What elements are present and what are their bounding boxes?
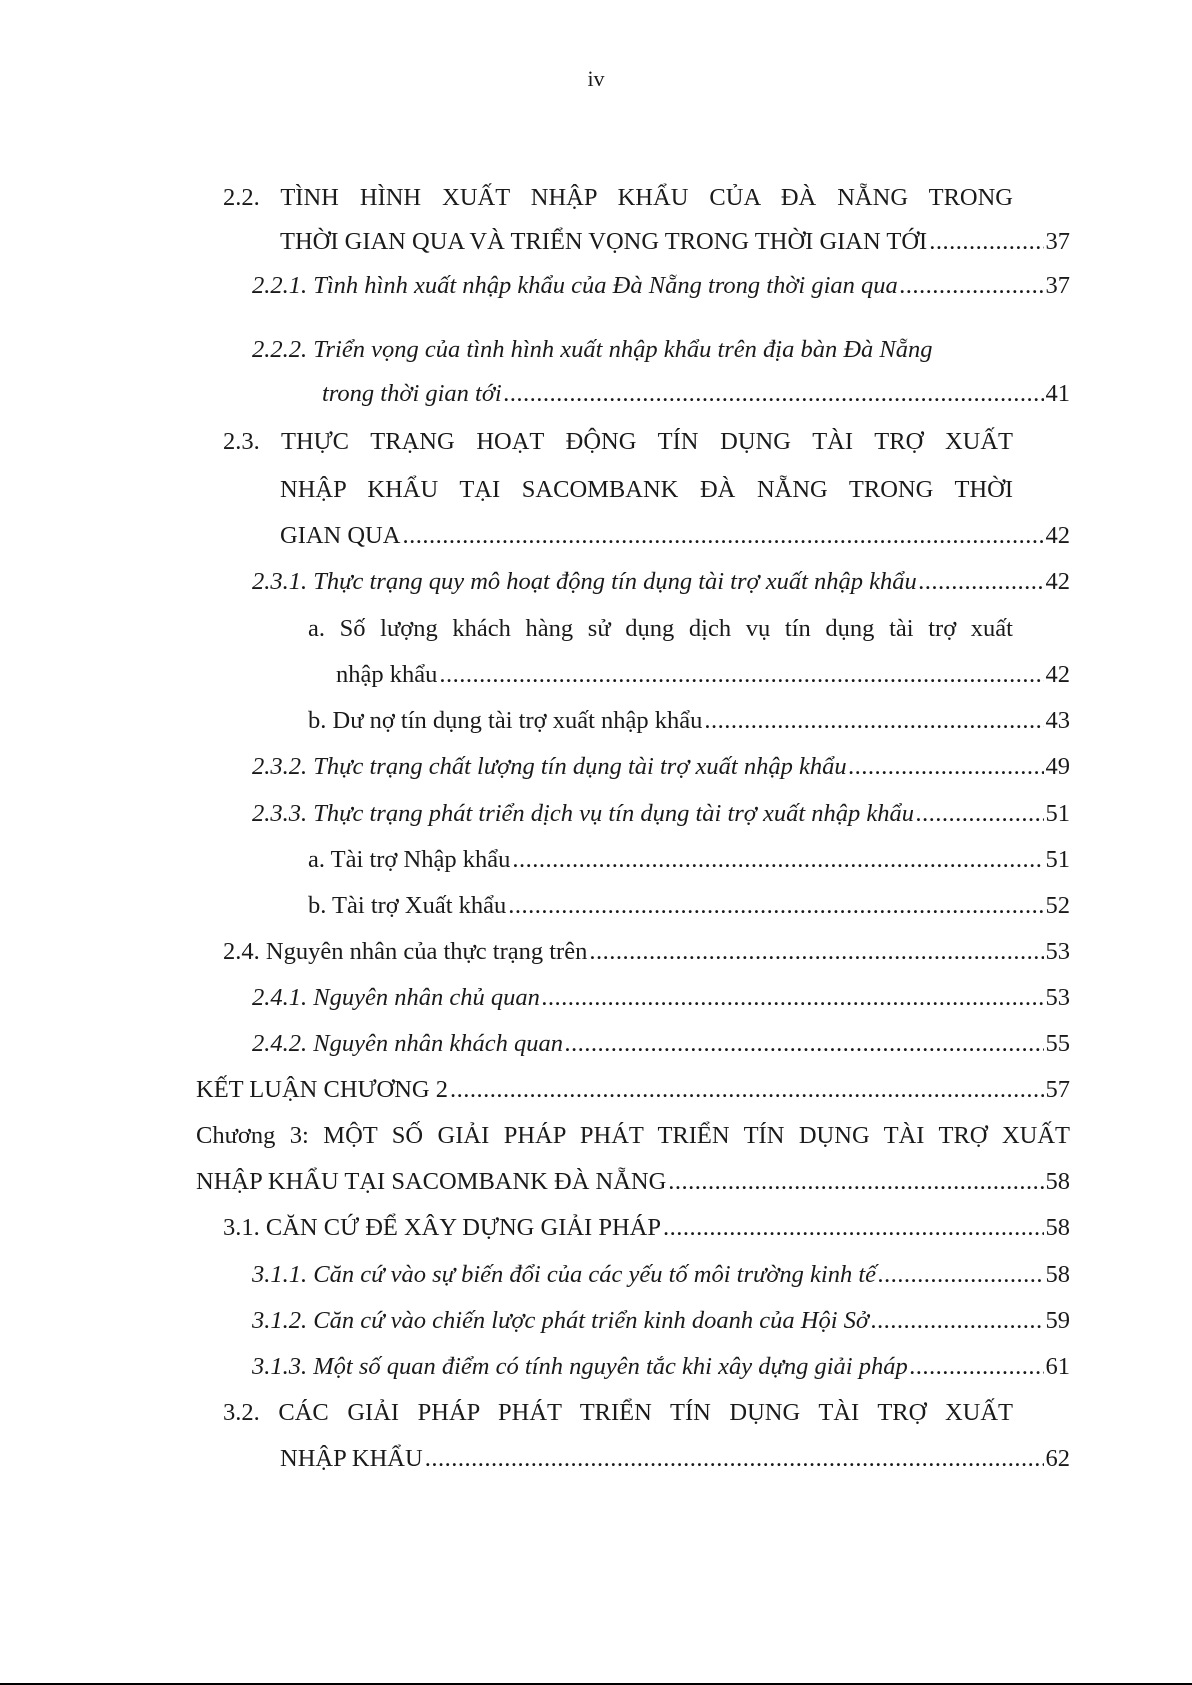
toc-page-number: 37 [1045,272,1070,299]
toc-entry-text: 3.1.2. Căn cứ vào chiến lược phát triển kinh doanh của Hội Sở [252,1307,869,1334]
toc-entry[interactable] [252,1305,1070,1337]
toc-entry-text: NHẬP KHẨU [280,1445,423,1472]
toc-page-number: 61 [1045,1353,1070,1380]
toc-entry-text: Chương 3: MỘT SỐ GIẢI PHÁP PHÁT TRIỂN TÍN DỤNG TÀI TRỢ XUẤT [196,1122,1070,1149]
toc-page-number: 42 [1045,568,1070,595]
toc-entry[interactable] [252,270,1070,302]
toc-entry-text: 2.4. Nguyên nhân của thực trạng trên [223,938,588,965]
dot-leader [589,936,1043,968]
toc-entry-text: b. Tài trợ Xuất khẩu [308,892,507,919]
toc-entry-text: 2.3.1. Thực trạng quy mô hoạt động tín dụng tài trợ xuất nhập khẩu [252,568,917,595]
toc-entry[interactable] [252,566,1070,598]
toc-entry-text: NHẬP KHẨU TẠI SACOMBANK ĐÀ NẴNG TRONG THỜI [280,476,1013,503]
dot-leader [916,798,1043,830]
dot-leader [450,1074,1044,1106]
toc-entry[interactable] [308,705,1070,737]
page-number: iv [587,66,605,91]
toc-entry[interactable] [252,982,1070,1014]
dot-leader [512,844,1043,876]
toc-entry-text: a. Tài trợ Nhập khẩu [308,846,511,873]
dot-leader [878,1259,1043,1291]
toc-entry-text: a. Số lượng khách hàng sử dụng dịch vụ tín dụng tài trợ xuất [308,615,1013,642]
toc-entry[interactable] [308,844,1070,876]
toc-page-number: 58 [1045,1214,1070,1241]
toc-entry[interactable] [196,1074,1070,1106]
toc-entry-text: 2.4.2. Nguyên nhân khách quan [252,1030,563,1057]
toc-page-number: 51 [1045,800,1070,827]
toc-entry-text: KẾT LUẬN CHƯƠNG 2 [196,1076,448,1103]
toc-page-number: 62 [1045,1445,1070,1472]
toc-page-number: 51 [1045,846,1070,873]
dot-leader [663,1212,1044,1244]
dot-leader [565,1028,1044,1060]
dot-leader [900,270,1044,302]
toc-entry-text: 3.1.3. Một số quan điểm có tính nguyên tắc khi xây dựng giải pháp [252,1353,908,1380]
toc-page-number: 53 [1045,984,1070,1011]
toc-entry[interactable] [252,1259,1070,1291]
toc-page-number: 53 [1045,938,1070,965]
dot-leader [542,982,1044,1014]
toc-entry[interactable] [252,1351,1070,1383]
dot-leader [425,1443,1044,1475]
dot-leader [668,1166,1043,1198]
toc-page-number: 59 [1045,1307,1070,1334]
dot-leader [849,751,1044,783]
toc-entry-text: 2.4.1. Nguyên nhân chủ quan [252,984,540,1011]
toc-entry-text: THỜI GIAN QUA VÀ TRIỂN VỌNG TRONG THỜI GIAN TỚI [280,228,928,255]
toc-entry[interactable] [280,226,1070,258]
toc-page-number: 49 [1045,753,1070,780]
toc-entry[interactable] [280,1443,1070,1475]
dot-leader [704,705,1043,737]
toc-page-number: 57 [1045,1076,1070,1103]
toc-entry-text: 2.2. TÌNH HÌNH XUẤT NHẬP KHẨU CỦA ĐÀ NẴNG TRONG [223,184,1013,211]
toc-entry[interactable] [336,659,1070,691]
toc-entry-text: 3.1.1. Căn cứ vào sự biến đổi của các yếu tố môi trường kinh tế [252,1261,877,1288]
toc-entry-text: 3.1. CĂN CỨ ĐỂ XÂY DỰNG GIẢI PHÁP [223,1214,661,1241]
toc-page-number: 43 [1045,707,1070,734]
toc-entry[interactable] [252,751,1070,783]
toc-entry [196,1120,1070,1152]
dot-leader [504,378,1044,410]
toc-entry[interactable] [280,520,1070,552]
toc-entry-text: nhập khẩu [336,661,438,688]
toc-entry [280,474,1013,506]
dot-leader [910,1351,1044,1383]
toc-entry[interactable] [223,1212,1070,1244]
toc-page-number: 41 [1045,380,1070,407]
toc-page-number: 55 [1045,1030,1070,1057]
toc-entry [223,182,1013,214]
dot-leader [929,226,1043,258]
toc-entry [223,1397,1013,1429]
toc-entry-text: trong thời gian tới [322,380,502,407]
toc-entry-text: 3.2. CÁC GIẢI PHÁP PHÁT TRIỂN TÍN DỤNG TÀI TRỢ XUẤT [223,1399,1013,1426]
dot-leader [871,1305,1044,1337]
toc-entry[interactable] [308,890,1070,922]
toc-entry [252,334,1042,366]
toc-entry[interactable] [252,1028,1070,1060]
toc-entry[interactable] [223,936,1070,968]
toc-entry-text: 2.3.3. Thực trạng phát triển dịch vụ tín dụng tài trợ xuất nhập khẩu [252,800,915,827]
toc-entry[interactable] [322,378,1070,410]
toc-entry[interactable] [196,1166,1070,1198]
toc-page-number: 58 [1045,1261,1070,1288]
toc-entry[interactable] [252,798,1070,830]
toc-entry [308,613,1013,645]
toc-entry-text: 2.3. THỰC TRẠNG HOẠT ĐỘNG TÍN DỤNG TÀI TRỢ XUẤT [223,428,1013,455]
dot-leader [402,520,1043,552]
toc-page-number: 37 [1045,228,1070,255]
toc-entry-text: 2.2.2. Triển vọng của tình hình xuất nhập khẩu trên địa bàn Đà Nẵng [252,336,933,363]
toc-entry-text: NHẬP KHẨU TẠI SACOMBANK ĐÀ NẴNG [196,1168,667,1195]
toc-page-number: 58 [1045,1168,1070,1195]
toc-entry-text: b. Dư nợ tín dụng tài trợ xuất nhập khẩu [308,707,703,734]
toc-page-number: 42 [1045,661,1070,688]
toc-entry-text: GIAN QUA [280,522,401,549]
toc-entry-text: 2.3.2. Thực trạng chất lượng tín dụng tài trợ xuất nhập khẩu [252,753,847,780]
toc-entry-text: 2.2.1. Tình hình xuất nhập khẩu của Đà Nẵng trong thời gian qua [252,272,898,299]
toc-page-number: 42 [1045,522,1070,549]
dot-leader [919,566,1044,598]
toc-page-number: 52 [1045,892,1070,919]
dot-leader [439,659,1043,691]
toc-entry [223,426,1013,458]
dot-leader [508,890,1043,922]
